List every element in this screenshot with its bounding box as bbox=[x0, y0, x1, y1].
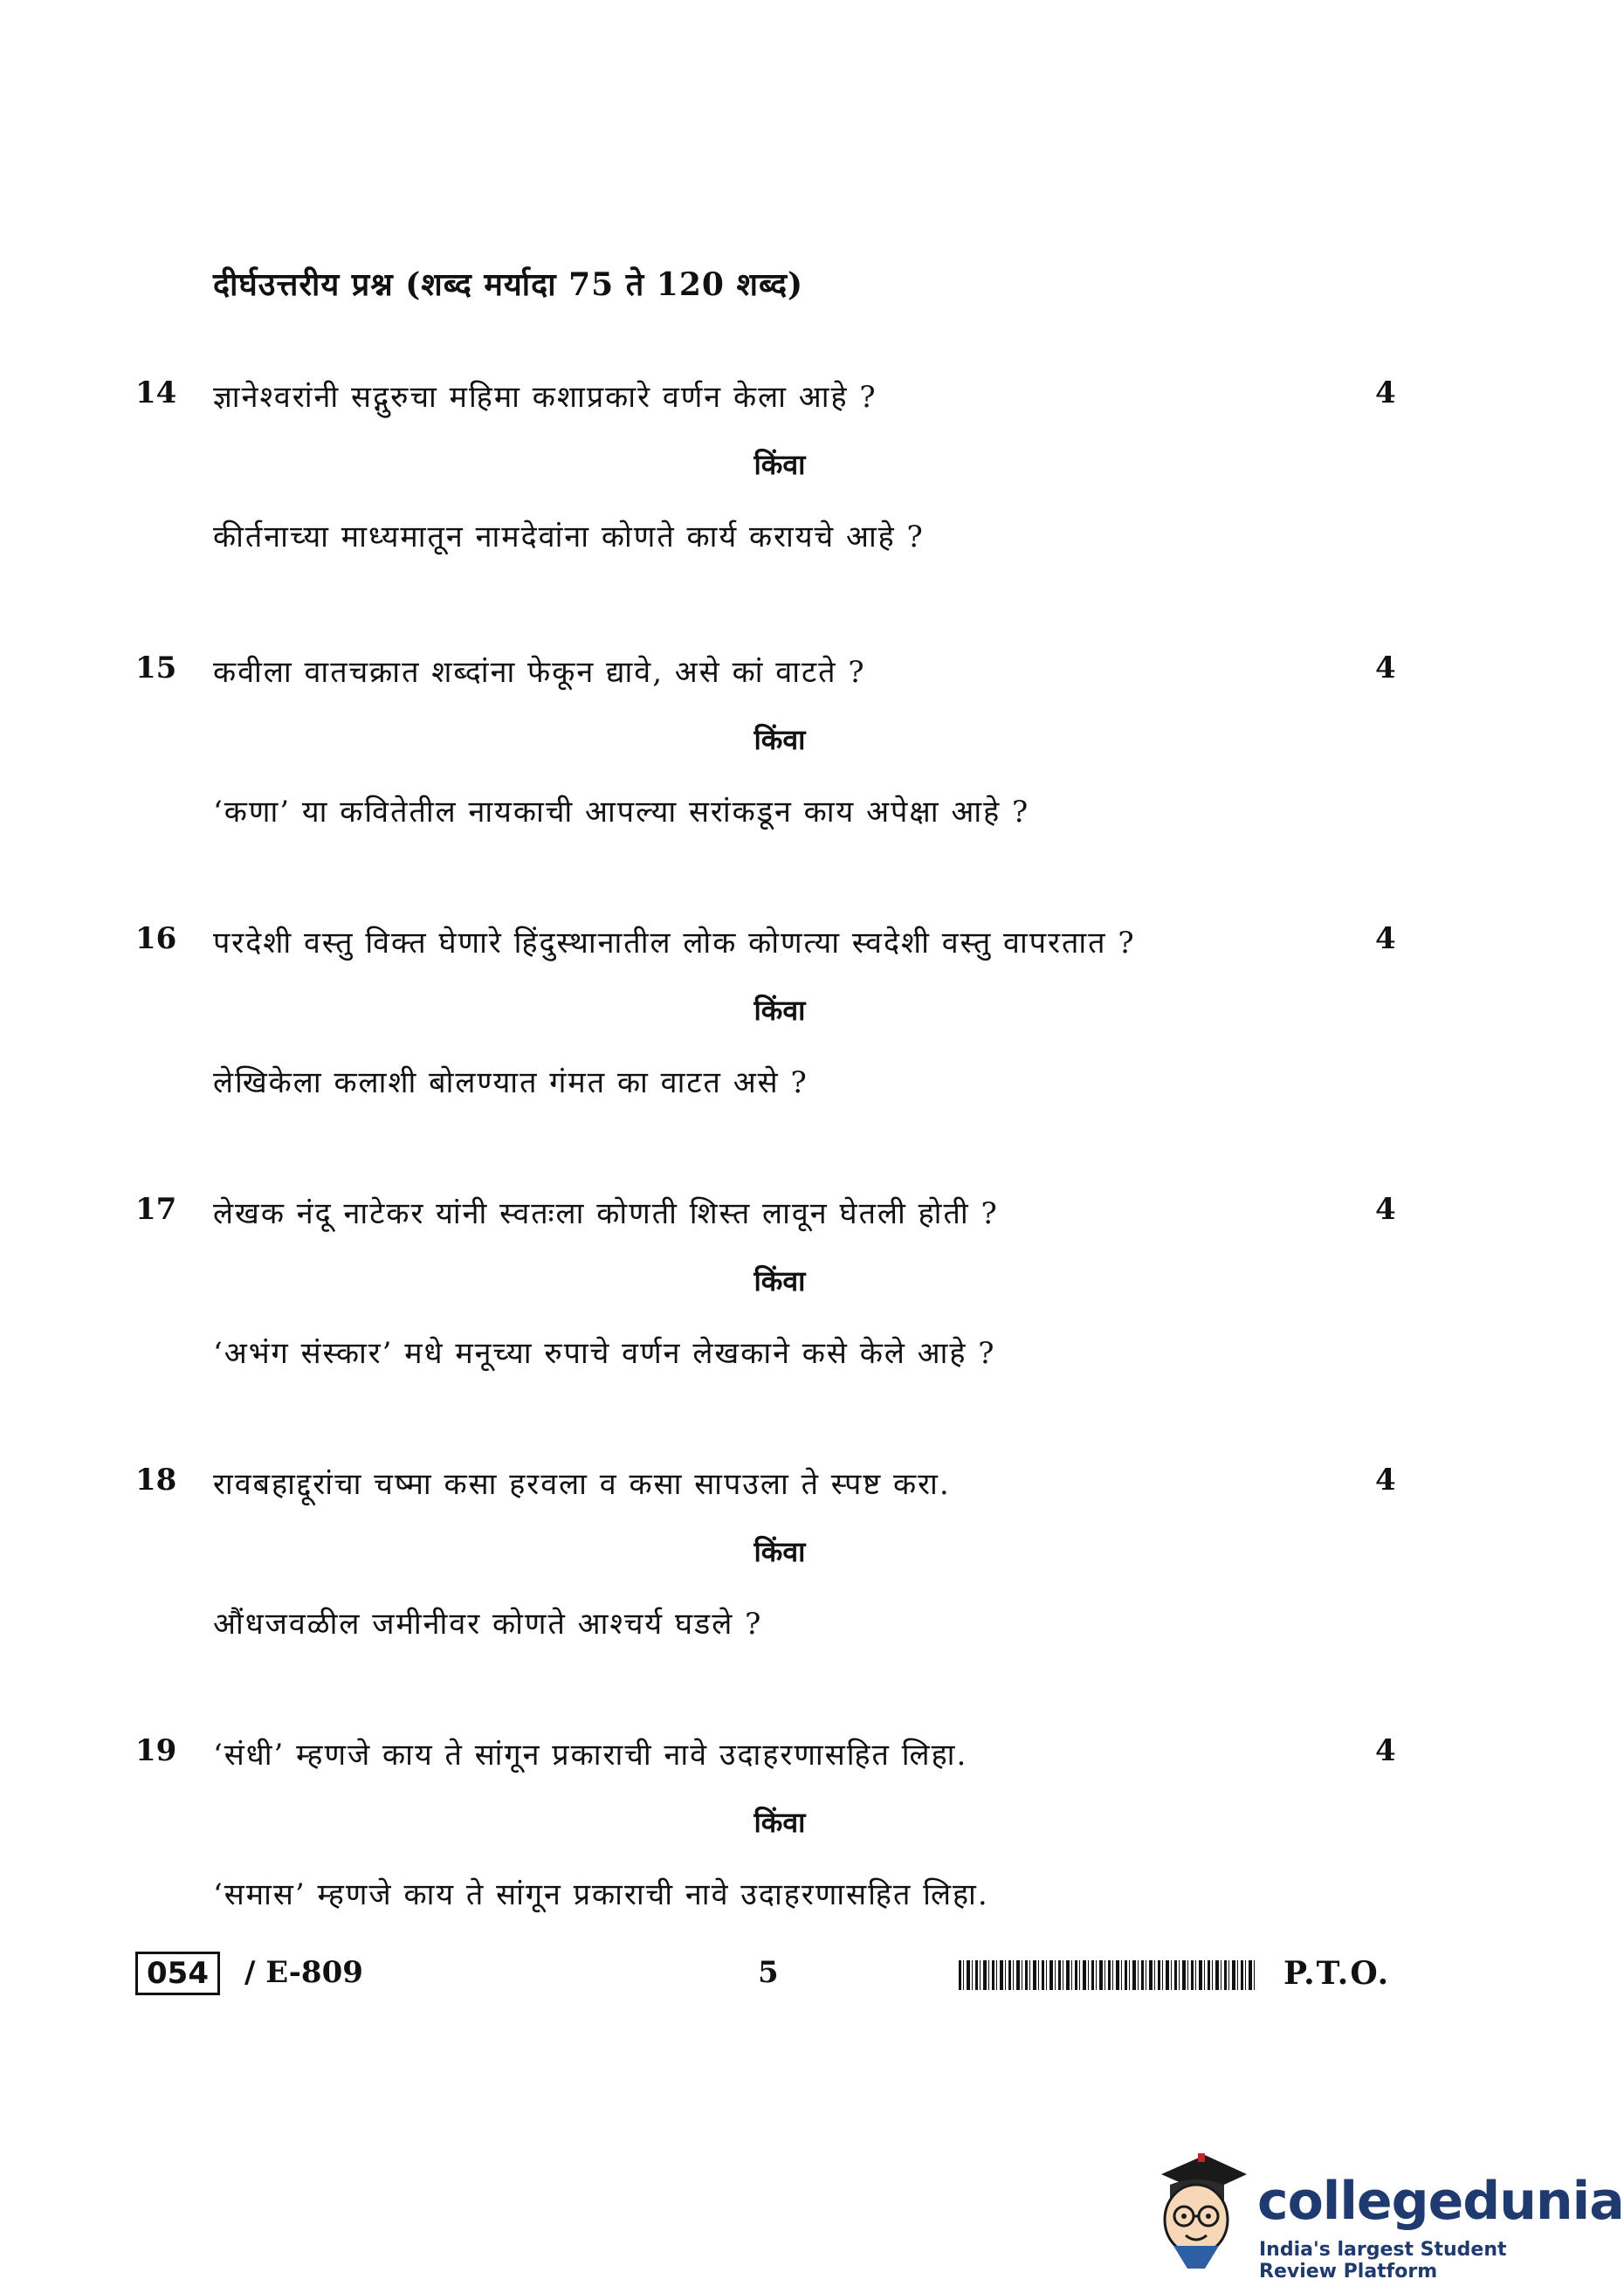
question-number: 15 bbox=[135, 651, 177, 685]
question-text: लेखक नंदू नाटेकर यांनी स्वतःला कोणती शिस्त लावून घेतली होती ? bbox=[213, 1196, 999, 1231]
or-label: किंवा bbox=[754, 1535, 806, 1568]
or-label: किंवा bbox=[754, 448, 806, 481]
question-marks: 4 bbox=[1375, 921, 1396, 956]
question-marks: 4 bbox=[1375, 375, 1396, 410]
barcode bbox=[959, 1960, 1256, 1990]
mascot-icon bbox=[1144, 2148, 1249, 2270]
page-number: 5 bbox=[758, 1955, 779, 1990]
question-number: 14 bbox=[135, 375, 177, 410]
alternate-question-text: ‘कणा’ या कवितेतील नायकाची आपल्या सरांकडून काय अपेक्षा आहे ? bbox=[213, 795, 1030, 830]
alternate-question-text: औंधजवळील जमीनीवर कोणते आश्चर्य घडले ? bbox=[213, 1607, 763, 1642]
or-label: किंवा bbox=[754, 723, 806, 756]
alternate-question-text: कीर्तनाच्या माध्यमातून नामदेवांना कोणते कार्य करायचे आहे ? bbox=[213, 520, 925, 554]
question-text: ज्ञानेश्वरांनी सद्गुरुचा महिमा कशाप्रकारे वर्णन केला आहे ? bbox=[213, 380, 877, 415]
brand-tagline: India's largest Student Review Platform bbox=[1259, 2239, 1507, 2283]
section-heading: दीर्घउत्तरीय प्रश्न (शब्द मर्यादा 75 ते 120 शब्द) bbox=[213, 266, 804, 303]
paper-code: / E-809 bbox=[244, 1955, 363, 1990]
question-number: 16 bbox=[135, 921, 177, 956]
alternate-question-text: ‘समास’ म्हणजे काय ते सांगून प्रकाराची नावे उदाहरणासहित लिहा. bbox=[213, 1877, 989, 1912]
subject-code-box: 054 bbox=[135, 1952, 220, 1995]
question-number: 19 bbox=[135, 1733, 177, 1768]
collegedunia-watermark bbox=[1144, 2148, 1624, 2283]
or-label: किंवा bbox=[754, 994, 806, 1027]
page-footer bbox=[0, 1952, 1559, 2004]
alternate-question-text: लेखिकेला कलाशी बोलण्यात गंमत का वाटत असे ? bbox=[213, 1065, 809, 1100]
question-text: रावबहाद्दूरांचा चष्मा कसा हरवला व कसा सापउला ते स्पष्ट करा. bbox=[213, 1467, 951, 1502]
question-marks: 4 bbox=[1375, 1733, 1396, 1768]
question-number: 18 bbox=[135, 1463, 177, 1498]
question-text: कवीला वातचक्रात शब्दांना फेकून द्यावे, असे कां वाटते ? bbox=[213, 655, 866, 690]
question-text: ‘संधी’ म्हणजे काय ते सांगून प्रकाराची नावे उदाहरणासहित लिहा. bbox=[213, 1738, 968, 1773]
question-marks: 4 bbox=[1375, 1463, 1396, 1498]
or-label: किंवा bbox=[754, 1806, 806, 1839]
alternate-question-text: ‘अभंग संस्कार’ मधे मनूच्या रुपाचे वर्णन लेखकाने कसे केले आहे ? bbox=[213, 1336, 996, 1371]
question-number: 17 bbox=[135, 1192, 177, 1227]
question-marks: 4 bbox=[1375, 651, 1396, 685]
or-label: किंवा bbox=[754, 1264, 806, 1298]
pto-label: P.T.O. bbox=[1283, 1955, 1391, 1992]
brand-name: collegedunia bbox=[1257, 2171, 1624, 2232]
question-text: परदेशी वस्तु विक्त घेणारे हिंदुस्थानातील लोक कोणत्या स्वदेशी वस्तु वापरतात ? bbox=[213, 926, 1136, 961]
question-marks: 4 bbox=[1375, 1192, 1396, 1227]
